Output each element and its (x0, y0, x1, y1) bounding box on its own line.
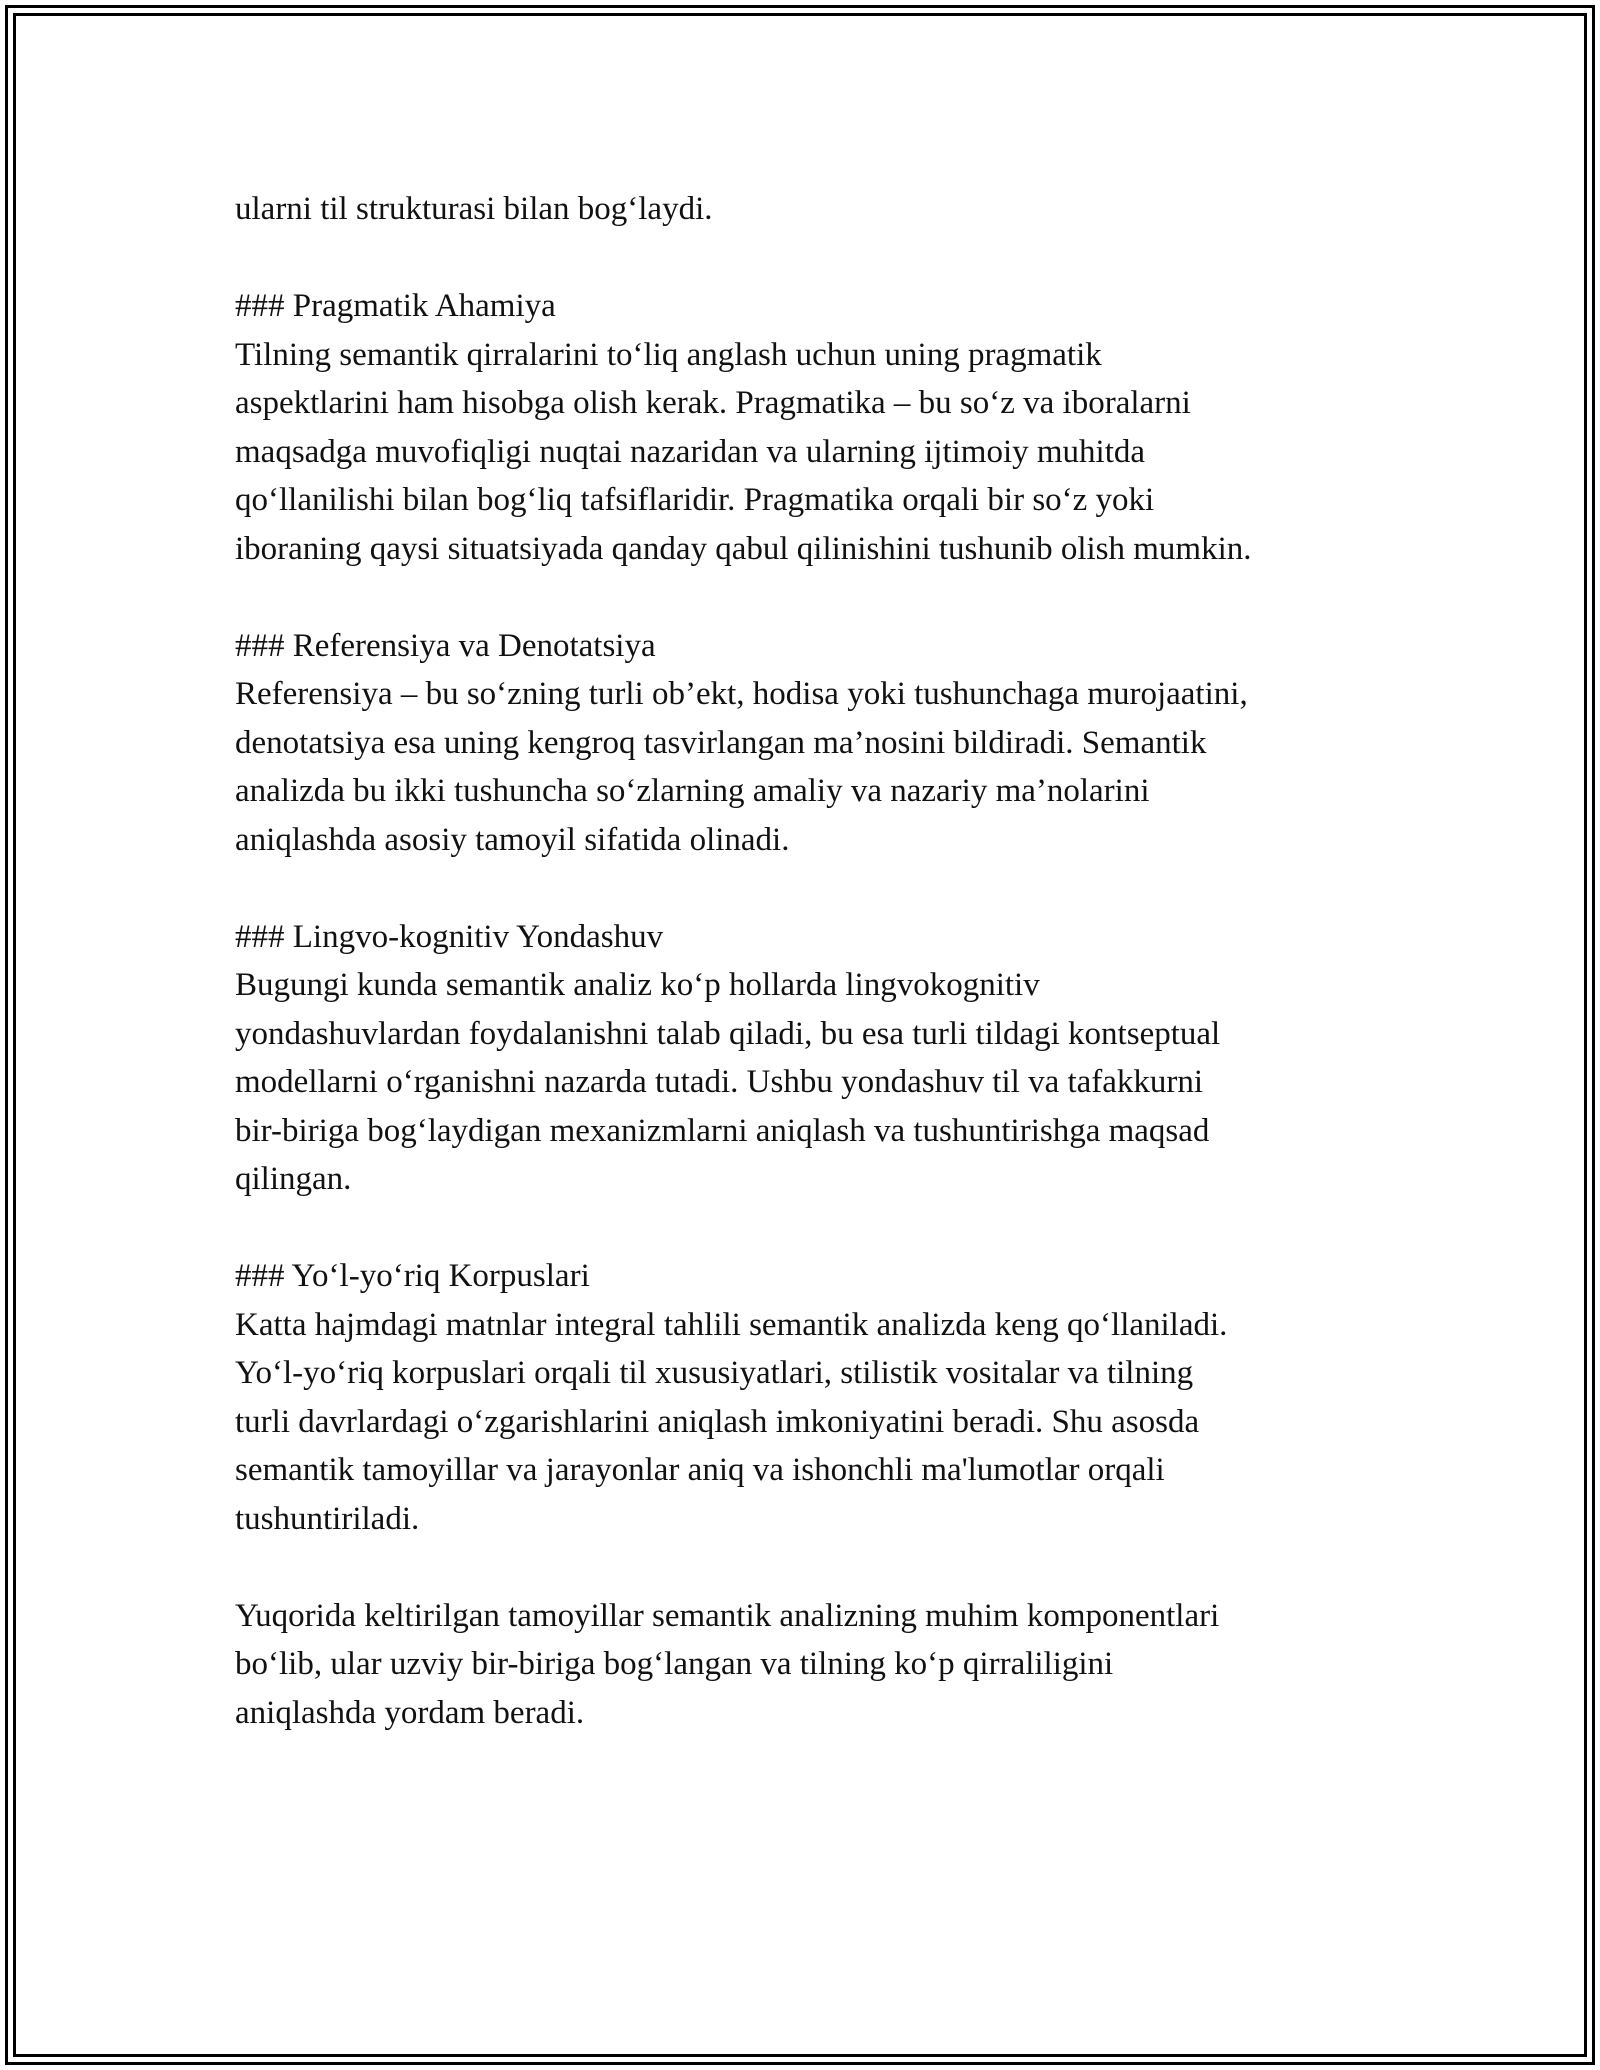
paragraph-gap (235, 573, 1395, 622)
text-line: analizda bu ikki tushuncha so‘zlarning amaliy va nazariy ma’nolarini (235, 773, 1150, 809)
section-heading: ### Referensiya va Denotatsiya (235, 627, 656, 664)
section (235, 1252, 1395, 1543)
paragraph-gap (235, 864, 1395, 913)
text-line: tushuntiriladi. (235, 1500, 420, 1537)
text-line: qo‘llanilishi bilan bog‘liq tafsiflaridir. Pragmatika orqali bir so‘z yoki (235, 482, 1155, 518)
section-heading: ### Pragmatik Ahamiya (235, 288, 556, 324)
text-line: iboraning qaysi situatsiyada qanday qabul qilinishini tushunib olish mumkin. (235, 530, 1252, 567)
text-line: turli davrlardagi o‘zgarishlarini aniqlash imkoniyatini beradi. Shu asosda (235, 1403, 1200, 1440)
text-line: ularni til strukturasi bilan bog‘laydi. (235, 191, 713, 227)
document-body (235, 185, 1395, 1737)
paragraph-gap (235, 1543, 1395, 1592)
text-line: modellarni o‘rganishni nazarda tutadi. Ushbu yondashuv til va tafakkurni (235, 1064, 1204, 1100)
text-line: aniqlashda yordam beradi. (235, 1694, 585, 1731)
text-line: Yuqorida keltirilgan tamoyillar semantik analizning muhim komponentlari (235, 1597, 1220, 1634)
section (235, 913, 1395, 1204)
text-line: maqsadga muvofiqligi nuqtai nazaridan va ularning ijtimoiy muhitda (235, 433, 1146, 470)
text-line: Yo‘l-yo‘riq korpuslari orqali til xususiyatlari, stilistik vositalar va tilning (235, 1355, 1194, 1391)
paragraph-gap (235, 234, 1395, 283)
text-line: Tilning semantik qirralarini to‘liq anglash uchun uning pragmatik (235, 336, 1102, 373)
paragraph (235, 185, 1395, 234)
text-line: aniqlashda asosiy tamoyil sifatida olinadi. (235, 821, 790, 858)
text-line: Referensiya – bu so‘zning turli ob’ekt, hodisa yoki tushunchaga murojaatini, (235, 676, 1248, 712)
text-line: semantik tamoyillar va jarayonlar aniq va ishonchli ma'lumotlar orqali (235, 1452, 1165, 1488)
text-line: bir-biriga bog‘laydigan mexanizmlarni aniqlash va tushuntirishga maqsad (235, 1112, 1210, 1149)
text-line: Katta hajmdagi matnlar integral tahlili semantik analizda keng qo‘llaniladi. (235, 1306, 1228, 1343)
text-line: denotatsiya esa uning kengroq tasvirlangan ma’nosini bildiradi. Semantik (235, 724, 1207, 761)
section-heading: ### Yo‘l-yo‘riq Korpuslari (235, 1258, 590, 1294)
text-line: bo‘lib, ular uzviy bir-biriga bog‘langan va tilning ko‘p qirraliligini (235, 1646, 1114, 1682)
section (235, 282, 1395, 573)
text-line: yondashuvlardan foydalanishni talab qiladi, bu esa turli tildagi kontseptual (235, 1015, 1221, 1052)
section-heading: ### Lingvo-kognitiv Yondashuv (235, 918, 664, 955)
paragraph (235, 1592, 1395, 1738)
text-line: Bugungi kunda semantik analiz ko‘p hollarda lingvokognitiv (235, 967, 1040, 1003)
paragraph-gap (235, 1204, 1395, 1253)
text-line: aspektlarini ham hisobga olish kerak. Pragmatika – bu so‘z va iboralarni (235, 385, 1191, 421)
text-line: qilingan. (235, 1161, 352, 1197)
section (235, 622, 1395, 865)
